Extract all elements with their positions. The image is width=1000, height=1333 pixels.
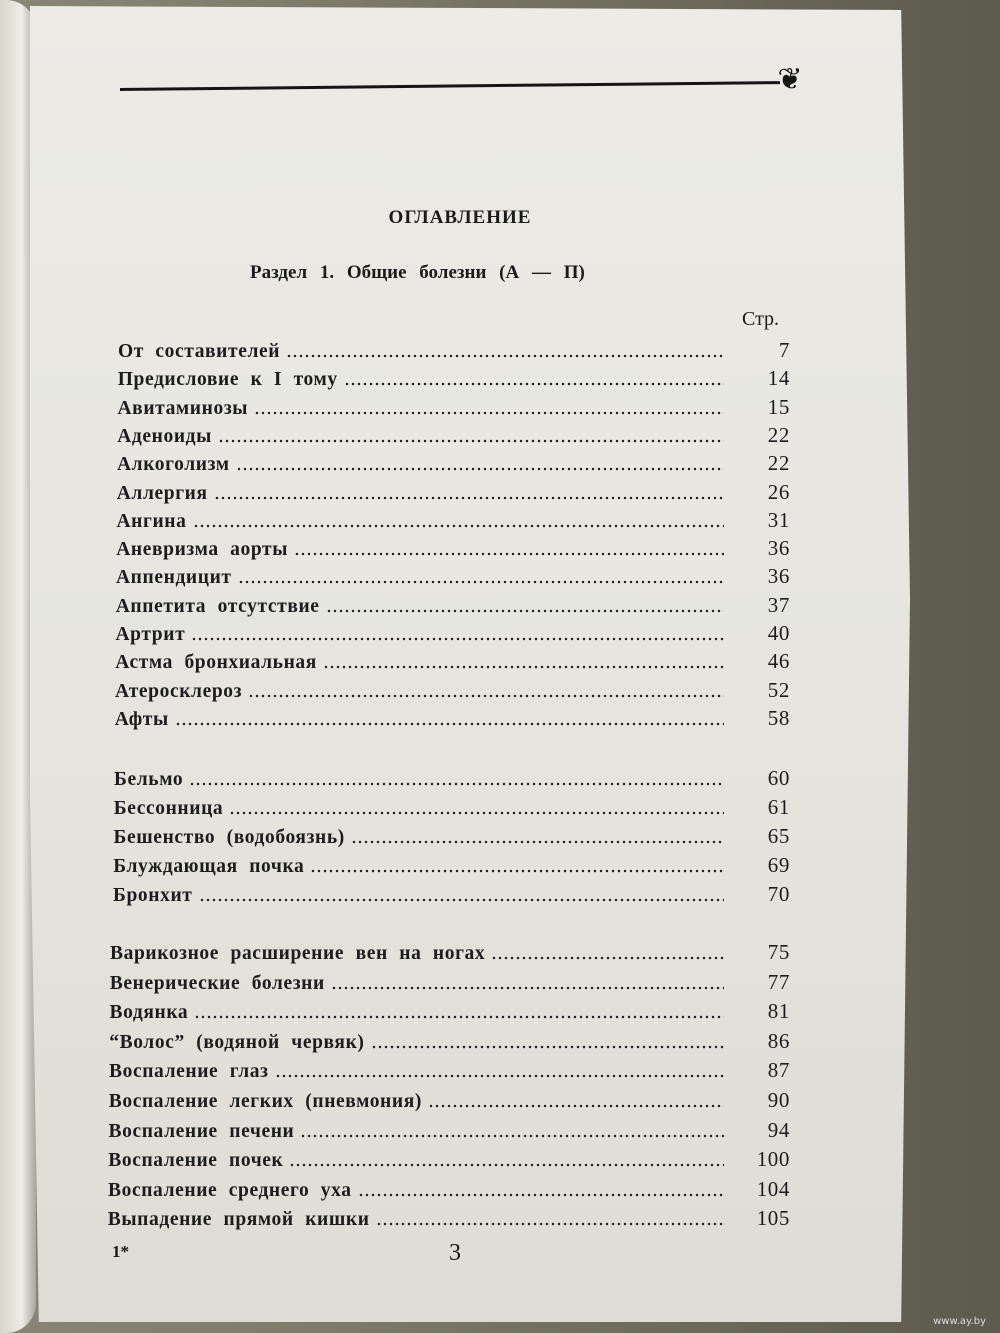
toc-entry-title: Аппетита отсутствие [115,595,320,617]
toc-entry-page: 70 [767,882,790,906]
dot-leader [326,609,724,613]
dot-leader [236,467,724,471]
toc-entry-title: Выпадение прямой кишки [107,1209,370,1231]
page-title: ОГЛАВЛЕНИЕ [388,207,532,228]
toc-entry-page: 36 [767,536,790,561]
toc-entry-title: Афты [114,708,169,730]
toc-entry-page: 60 [767,766,790,790]
toc-entry [117,480,790,506]
dot-leader [248,694,724,698]
toc-entry [110,940,790,966]
toc-entry-title: Воспаление почек [108,1150,284,1172]
toc-entry-title: Воспаление среднего уха [108,1179,352,1201]
toc-entry [110,970,790,996]
dot-leader [175,722,724,726]
toc-entry-title: Варикозное расширение вен на ногах [110,943,486,964]
watermark: www.ay.by [933,1316,986,1327]
toc-entry [116,593,790,619]
toc-entry-title: Авитаминозы [117,397,249,419]
toc-entry-page: 52 [767,677,790,702]
toc-entry-title: От составителей [118,341,281,362]
dot-leader [191,637,724,641]
toc-entry-title: Атеросклероз [115,680,243,702]
toc-entry-page: 81 [767,999,790,1024]
toc-entry-title: Артрит [115,624,186,645]
toc-entry-title: Бельмо [114,769,184,790]
toc-entry-page: 90 [767,1088,790,1112]
dot-leader [323,665,724,669]
toc-entry-title: Предисловие к I тому [117,369,338,391]
toc-entry-page: 31 [767,507,790,532]
toc-entry [118,395,791,421]
toc-entry-page: 15 [767,394,790,419]
floral-ornament-icon: ❦ [777,63,803,96]
dot-leader [189,782,724,786]
page-column-header: Стр. [742,308,780,330]
dot-leader [214,496,724,500]
toc-entry [118,338,790,364]
dot-leader [193,524,725,528]
toc-entry [108,1147,790,1173]
toc-entry [109,1058,790,1084]
dot-leader [254,411,724,415]
toc-entry [109,1029,790,1055]
toc-entry-page: 36 [767,564,790,589]
toc-entry-title: Воспаление легких (пневмония) [108,1091,422,1112]
toc-entry [117,451,790,477]
toc-entry [109,1118,791,1144]
dot-leader [376,1222,724,1226]
toc-entry [110,999,791,1025]
dot-leader [371,1045,724,1049]
toc-entry [114,795,790,821]
toc-entry-title: Аппендицит [116,567,232,589]
toc-entry [108,1177,790,1203]
toc-entry [117,423,790,449]
toc-entry-page: 40 [767,621,790,645]
page-number: 3 [449,1240,461,1266]
toc-entry-page: 7 [778,338,790,362]
toc-entry-title: Астма бронхиальная [115,652,317,674]
toc-entry-title: Аневризма аорты [116,539,289,561]
toc-entry [118,366,790,392]
toc-entry-page: 26 [767,479,790,504]
toc-entry-title: Бронхит [113,885,193,906]
toc-entry-title: Блуждающая почка [113,856,305,877]
toc-entry-page: 22 [767,451,790,476]
toc-entry [115,649,790,675]
toc-entry-page: 69 [767,853,790,877]
toc-entry-page: 46 [767,649,790,674]
toc-entry [116,621,791,647]
toc-entry [113,882,790,908]
dot-leader [300,1134,724,1138]
dot-leader [199,898,725,902]
toc-entry-page: 77 [767,969,790,994]
toc-entry-title: Венерические болезни [109,972,325,994]
dot-leader [491,956,724,960]
toc-entry [114,824,791,850]
toc-entry-page: 75 [767,940,790,964]
toc-entry-page: 94 [767,1117,790,1142]
toc-entry-title: Аллергия [116,482,208,504]
toc-entry [108,1206,790,1232]
toc-entry-page: 65 [767,824,790,848]
dot-leader [238,580,724,584]
toc-entry [116,536,790,562]
toc-entry-title: Бессонница [113,798,224,819]
dot-leader [289,1163,724,1167]
dot-leader [294,552,724,556]
toc-entry-page: 58 [767,705,790,730]
toc-entry-title: Водянка [109,1002,189,1024]
dot-leader [344,382,724,386]
toc-entry-page: 87 [767,1058,790,1083]
toc-entry-title: “Волос” (водяной червяк) [109,1031,365,1053]
toc-entry [116,564,790,590]
toc-entry-page: 14 [767,366,790,391]
toc-entry [117,508,791,534]
toc-entry [109,1088,790,1114]
dot-leader [310,869,724,873]
dot-leader [351,840,724,844]
toc-entry-page: 105 [756,1206,790,1231]
dot-leader [286,354,724,358]
toc-entry [115,706,790,732]
toc-entry [115,678,790,704]
toc-entry-page: 37 [767,592,790,617]
toc-entry-title: Воспаление печени [108,1120,295,1142]
toc-entry [114,766,790,792]
toc-entry-page: 100 [756,1147,790,1172]
section-title: Раздел 1. Общие болезни (А — П) [250,262,585,283]
toc-entry [113,853,790,879]
dot-leader [229,811,724,815]
dot-leader [218,439,724,443]
toc-entry-title: Аденоиды [117,425,212,447]
toc-entry-page: 61 [767,795,790,819]
signature-mark: 1* [112,1242,129,1261]
dot-leader [194,1015,724,1019]
toc-entry-page: 22 [767,422,790,447]
toc-entry-title: Ангина [116,510,187,532]
toc-entry-page: 86 [767,1028,790,1053]
dot-leader [428,1104,724,1108]
toc-entry-title: Воспаление глаз [109,1061,269,1083]
toc-entry-page: 104 [756,1176,790,1201]
dot-leader [275,1074,724,1078]
toc-entry-title: Бешенство (водобоязнь) [113,827,345,848]
dot-leader [331,986,724,990]
dot-leader [358,1193,724,1197]
toc-entry-title: Алкоголизм [117,454,230,476]
